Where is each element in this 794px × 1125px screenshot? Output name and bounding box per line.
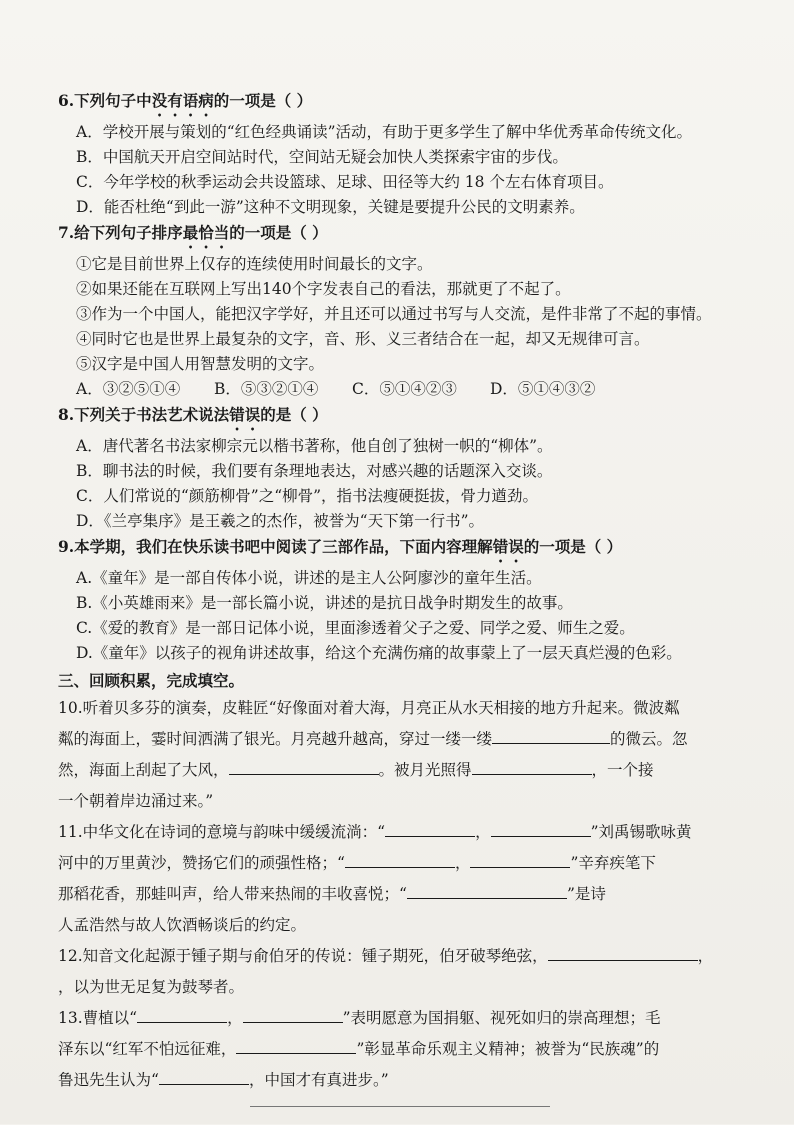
q6-option-a: A．学校开展与策划的“红色经典诵读”活动，有助于更多学生了解中华优秀革命传统文化。 [76, 123, 693, 141]
q9-option-c: C.《爱的教育》是一部日记体小说，里面渗透着父子之爱、同学之爱、师生之爱。 [76, 619, 635, 637]
q13-blank-2[interactable] [243, 1004, 343, 1023]
q7-choice-b: B．⑤③②①④ [214, 380, 319, 398]
q7-sentence-2: ②如果还能在互联网上写出140个字发表自己的看法，那就更了不起了。 [76, 280, 571, 298]
q7-sentence-5: ⑤汉字是中国人用智慧发明的文字。 [76, 355, 325, 373]
q7-choice-d: D．⑤①④③② [490, 380, 596, 398]
q8-option-a: A．唐代著名书法家柳宗元以楷书著称，他自创了独树一帜的“柳体”。 [76, 437, 553, 455]
section-3-heading: 三、回顾积累，完成填空。 [58, 671, 245, 690]
question-11: 11.中华文化在诗词的意境与韵味中缓缓流淌：“ ， ”刘禹锡歌咏黄 河中的万里黄沙，赞扬它们的顽强性格；“ ， ”辛弃疾笔下 那稻花香，那蛙叫声，给人带来热闹的丰收喜悦；“ ”是诗 人孟浩然与故人饮酒畅谈后的约定。 [58, 817, 748, 941]
q9-option-b: B.《小英雄雨来》是一部长篇小说，讲述的是抗日战争时期发生的故事。 [76, 594, 573, 612]
q10-blank-2[interactable] [229, 756, 379, 775]
question-10: 10.听着贝多芬的演奏，皮鞋匠“好像面对着大海，月亮正从水天相接的地方升起来。微波粼 粼的海面上，霎时间洒满了银光。月亮越升越高，穿过一缕一缕 的微云。忽 然，海面上刮起了大风， 。被月光照得 ，一个接 一个朝着岸边涌过来。” [58, 699, 688, 810]
q13-blank-4[interactable] [159, 1066, 249, 1085]
q13-blank-3[interactable] [236, 1035, 356, 1054]
q9-option-d: D.《童年》以孩子的视角讲述故事，给这个充满伤痛的故事蒙上了一层天真烂漫的色彩。 [76, 644, 682, 662]
exam-content [58, 88, 748, 1096]
question-7-stem: 7.给下列句子排序最恰当的一项是（ ） [58, 223, 328, 242]
q7-choices [76, 377, 748, 402]
q6-option-d: D．能否杜绝“到此一游”这种不文明现象，关键是要提升公民的文明素养。 [76, 198, 585, 216]
q7-sentence-4: ④同时它也是世界上最复杂的文字，音、形、义三者结合在一起，却又无规律可言。 [76, 330, 650, 348]
q7-choice-a: A．③②⑤①④ [76, 380, 181, 398]
q10-blank-3[interactable] [472, 756, 592, 775]
q11-blank-4[interactable] [470, 849, 570, 868]
q11-blank-3[interactable] [345, 849, 455, 868]
question-9-stem: 9.本学期，我们在快乐读书吧中阅读了三部作品，下面内容理解错误的一项是（ ） [58, 537, 623, 556]
q11-blank-2[interactable] [491, 818, 591, 837]
q7-choice-c: C．⑤①④②③ [352, 380, 457, 398]
q8-option-b: B．聊书法的时候，我们要有条理地表达，对感兴趣的话题深入交谈。 [76, 462, 553, 480]
q11-blank-1[interactable] [385, 818, 475, 837]
q12-blank-1[interactable] [548, 942, 698, 961]
question-13: 13.曹植以“ ， ”表明愿意为国捐躯、视死如归的崇高理想；毛 泽东以“红军不怕远征难， ”彰显革命乐观主义精神；被誉为“民族魂”的 鲁迅先生认为“ ，中国才有真进步。” [58, 1003, 748, 1096]
q9-option-a: A.《童年》是一部自传体小说，讲述的是主人公阿廖沙的童年生活。 [76, 569, 542, 587]
q8-option-c: C．人们常说的“颜筋柳骨”之“柳骨”，指书法瘦硬挺拔，骨力遒劲。 [76, 487, 539, 505]
question-8-stem: 8.下列关于书法艺术说法错误的是（ ） [58, 405, 328, 424]
q11-blank-5[interactable] [407, 880, 567, 899]
question-12: 12.知音文化起源于锺子期与俞伯牙的传说：锺子期死，伯牙破琴绝弦， ， ，以为世无足复为鼓琴者。 [58, 941, 748, 1003]
q13-blank-1[interactable] [137, 1004, 227, 1023]
q6-option-c: C．今年学校的秋季运动会共设篮球、足球、田径等大约 18 个左右体育项目。 [76, 173, 614, 191]
q8-option-d: D．《兰亭集序》是王羲之的杰作，被誉为“天下第一行书”。 [76, 512, 485, 530]
q10-blank-1[interactable] [492, 725, 610, 744]
page-footer-rule [250, 1106, 550, 1125]
q7-sentence-1: ①它是目前世界上仅存的连续使用时间最长的文字。 [76, 255, 433, 273]
q6-option-b: B．中国航天开启空间站时代，空间站无疑会加快人类探索宇宙的步伐。 [76, 148, 568, 166]
question-6-stem: 6.下列句子中没有语病的一项是（ ） [58, 91, 313, 110]
q7-sentence-3: ③作为一个中国人，能把汉字学好，并且还可以通过书写与人交流，是件非常了不起的事情。 [76, 305, 712, 323]
